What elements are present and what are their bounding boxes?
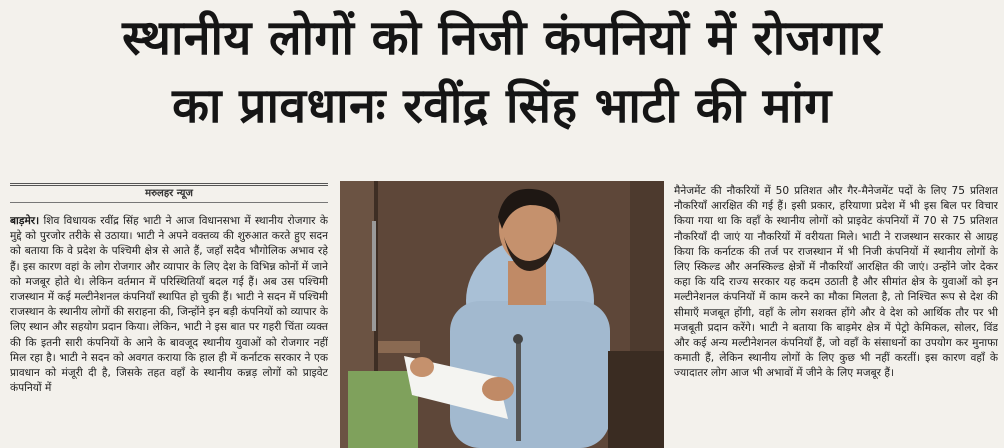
article-text-left: शिव विधायक रवींद्र सिंह भाटी ने आज विधानसभा में स्थानीय रोजगार के मुद्दे को पुरजोर तरीके से उठाया। भाटी ने अपने वक्तव्य की शुरुआत करते हुए सदन को बताया कि वे प्रदेश के पश्चिमी क्षेत्र से आते हैं, जहाँ सदैव भौगोलिक अभाव रहे हैं। इस कारण वहां के लोग रोजगार और व्यापार के लिए देश के विभिन्न कोनों में जाने को मजबूर होते थे। लेकिन वर्तमान में परिस्थितियाँ बदल गई हैं। अब उस पश्चिमी राजस्थान में कई मल्टीनेशनल कंपनियाँ स्थापित हो चुकी हैं। भाटी ने सदन में पश्चिमी राजस्थान के स्थानीय लोगों की सराहना की, जिन्होंने इन बड़ी कंपनियों को व्यापार के लिए स्थान और सहयोग प्रदान किया। लेकिन, भाटी ने इस बात पर गहरी चिंता व्यक्त की कि इतनी सारी कंपनियों के आने के बावजूद स्थानीय युवाओं को रोजगार नहीं मिल रहा है। भाटी ने सदन को अवगत कराया कि हाल ही में कर्नाटक सरकार ने एक प्रावधान को मंजूरी दी है, जिसके तहत वहाँ के स्थानीय कन्नड़ लोगों को प्राइवेट कंपनियों में	[10, 215, 328, 395]
news-photo	[340, 181, 664, 448]
headline	[0, 4, 1004, 140]
photo-illustration	[340, 181, 664, 448]
headline-line-1: स्थानीय लोगों को निजी कंपनियों में रोजगार	[122, 10, 882, 66]
byline: मरुलहर न्यूज	[10, 183, 328, 203]
article-column-left	[10, 214, 328, 448]
headline-line-2: का प्रावधानः रवींद्र सिंह भाटी की मांग	[172, 78, 832, 134]
dateline: बाड़मेर।	[10, 215, 40, 227]
article-column-right: मैनेजमेंट की नौकरियों में 50 प्रतिशत और गैर-मैनेजमेंट पदों के लिए 75 प्रतिशत नौकरियाँ आरक्षित की गई हैं। इसी प्रकार, हरियाणा प्रदेश में भी इस बिल पर विचार किया गया था कि वहाँ के स्थानीय लोगों को प्राइवेट कंपनियों में 70 से 75 प्रतिशत नौकरियाँ दी जाएं या नौकरियों में वरीयता मिले। भाटी ने राजस्थान सरकार से आग्रह किया कि कर्नाटक की तर्ज पर राजस्थान में भी निजी कंपनियों में स्थानीय लोगों के लिए स्किल्ड और अनस्किल्ड क्षेत्रों में नौकरियाँ आरक्षित की जाएं। उन्होंने जोर देकर कहा कि यदि राज्य सरकार यह कदम उठाती है और सीमांत क्षेत्र के युवाओं को इन मल्टीनेशनल कंपनियों में काम करने का मौका मिलता है, तो निश्चित रूप से देश की सीमाएँ मजबूत होंगी, वहाँ के लोग सशक्त होंगे और वे देश को आर्थिक तौर पर भी मजबूती प्रदान करेंगे। भाटी ने बताया कि बाड़मेर क्षेत्र में पेट्रो केमिकल, सोलर, विंड और कई अन्य मल्टीनेशनल कंपनियाँ हैं, जो वहाँ के संसाधनों का उपयोग कर मुनाफा कमाती हैं, लेकिन स्थानीय लोगों के लिए कुछ भी नहीं करतीं। इस कारण वहाँ के ज्यादातर लोग आज भी अभावों में जीने के लिए मजबूर हैं।	[674, 185, 998, 380]
